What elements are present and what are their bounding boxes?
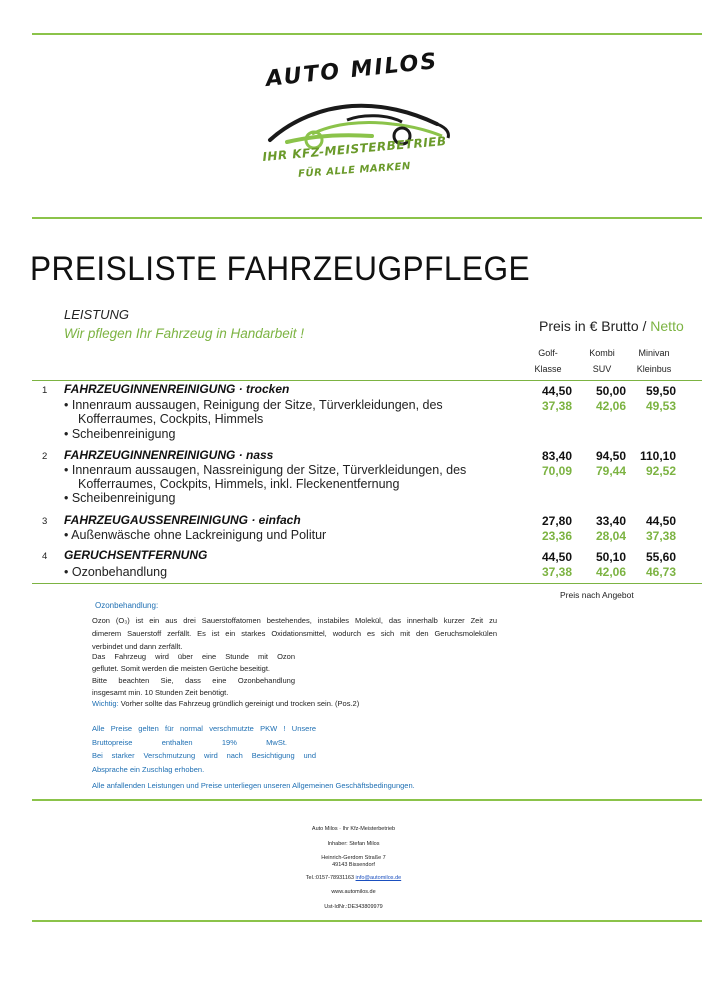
price-note-line: Bei starker Verschmutzung wird nach Besichtigung und xyxy=(92,751,316,760)
ozon-text-line: Bitte beachten Sie, dass eine Ozonbehandlung xyxy=(92,676,295,685)
column-header-golf: Golf- Klasse xyxy=(534,348,562,374)
price-netto: 42,06 xyxy=(595,399,626,413)
price-brutto: 50,00 xyxy=(595,384,626,398)
ozon-text-line: verbindet und dann zerfällt. xyxy=(92,642,183,651)
price-netto: 42,06 xyxy=(595,565,626,579)
footer-web[interactable]: www.automilos.de xyxy=(331,889,376,895)
service-item: • Scheibenreinigung xyxy=(64,491,176,505)
price-header-netto: Netto xyxy=(650,318,684,334)
footer-owner: Inhaber: Stefan Milos xyxy=(327,841,380,847)
notes-bottom-rule xyxy=(32,799,702,801)
ozon-text-line: Ozon (O₃) ist ein aus drei Sauerstoffatomen bestehendes, instabiles Molekül, das innerhalb kurzer Zeit zu xyxy=(92,616,497,625)
price-header-brutto: Preis in € Brutto / xyxy=(539,318,651,334)
table-top-rule xyxy=(32,380,702,381)
logo-title: AUTO MILOS xyxy=(264,49,440,92)
service-title: GERUCHSENTFERNUNG xyxy=(64,548,208,562)
ozon-text-line: insgesamt min. 10 Stunden Zeit benötigt. xyxy=(92,688,229,697)
service-item: Kofferraumes, Cockpits, Himmels xyxy=(78,412,264,426)
price-netto: 37,38 xyxy=(645,529,676,543)
page-title: PREISLISTE FAHRZEUGPFLEGE xyxy=(30,250,531,288)
footer-tel: Tel.:0157-78931163 xyxy=(305,875,356,881)
company-logo xyxy=(252,50,457,195)
leistung-label: LEISTUNG xyxy=(64,307,130,322)
price-netto: 37,38 xyxy=(541,565,572,579)
table-bottom-rule xyxy=(32,583,702,584)
price-netto: 28,04 xyxy=(595,529,626,543)
price-brutto: 83,40 xyxy=(541,449,572,463)
price-brutto: 44,50 xyxy=(645,514,676,528)
column-header-minivan: Minivan Kleinbus xyxy=(636,348,672,374)
top-rule xyxy=(32,33,702,35)
service-title: FAHRZEUGINNENREINIGUNG · nass xyxy=(64,448,274,462)
service-item: • Ozonbehandlung xyxy=(64,565,168,579)
service-item: • Innenraum aussaugen, Reinigung der Sitze, Türverkleidungen, des xyxy=(64,398,443,412)
price-note-line: Alle Preise gelten für normal verschmutzte PKW ! Unsere xyxy=(92,724,316,733)
ozon-text-line: dimerem Sauerstoff zerfällt. Es ist ein starkes Oxidationsmittel, wodurch es sich mit den Geruchsmolekülen xyxy=(92,629,497,638)
ozon-text-line: Das Fahrzeug wird über eine Stunde mit Ozon xyxy=(92,652,295,661)
footer-ust: Ust-IdNr.:DE343809979 xyxy=(324,904,383,910)
agb-note: Alle anfallenden Leistungen und Preise unterliegen unseren Allgemeinen Geschäftsbedingungen. xyxy=(92,781,415,790)
tagline: Wir pflegen Ihr Fahrzeug in Handarbeit ! xyxy=(64,326,305,341)
ozon-heading: Ozonbehandlung: xyxy=(95,601,159,610)
price-netto: 49,53 xyxy=(645,399,676,413)
service-number: 4 xyxy=(42,551,48,562)
wichtig-label: Wichtig: xyxy=(92,699,119,708)
footer-city: 49143 Bissendorf xyxy=(332,862,375,868)
service-number: 2 xyxy=(42,451,48,462)
ozon-text-line: geflutet. Somit werden die meisten Gerüche beseitigt. xyxy=(92,664,271,673)
service-item: Kofferraumes, Cockpits, Himmels, inkl. Fleckenentfernung xyxy=(78,477,400,491)
price-netto: 23,36 xyxy=(541,529,572,543)
price-header xyxy=(539,318,684,334)
price-brutto: 55,60 xyxy=(645,550,676,564)
service-item: • Scheibenreinigung xyxy=(64,427,176,441)
footer-contact xyxy=(0,875,707,881)
price-netto: 46,73 xyxy=(645,565,676,579)
price-netto: 37,38 xyxy=(541,399,572,413)
service-number: 3 xyxy=(42,516,48,527)
footer-bottom-rule xyxy=(32,920,702,922)
price-brutto: 44,50 xyxy=(541,384,572,398)
wichtig-note xyxy=(92,699,359,708)
price-netto: 79,44 xyxy=(595,464,626,478)
price-brutto: 27,80 xyxy=(541,514,572,528)
wichtig-text: Vorher sollte das Fahrzeug gründlich gereinigt und trocken sein. (Pos.2) xyxy=(118,699,360,708)
price-netto: 70,09 xyxy=(541,464,572,478)
service-item: • Innenraum aussaugen, Nassreinigung der Sitze, Türverkleidungen, des xyxy=(64,463,467,477)
service-title: FAHRZEUGAUSSENREINIGUNG · einfach xyxy=(64,513,301,527)
service-item: • Außenwäsche ohne Lackreinigung und Politur xyxy=(64,528,327,542)
service-number: 1 xyxy=(42,385,48,396)
header-rule xyxy=(32,217,702,219)
price-note-line: Bruttopreise enthalten 19% MwSt. xyxy=(92,738,287,747)
footer-email-link[interactable]: info@automilos.de xyxy=(355,875,402,881)
logo-subtitle: IHR KFZ-MEISTERBETRIEB xyxy=(261,133,448,165)
price-brutto: 110,10 xyxy=(639,449,676,463)
price-brutto: 94,50 xyxy=(595,449,626,463)
price-on-request: Preis nach Angebot xyxy=(560,590,634,600)
service-title: FAHRZEUGINNENREINIGUNG · trocken xyxy=(64,382,290,396)
footer-street: Heinrich-Gerdom Straße 7 xyxy=(321,855,386,861)
column-header-kombi: Kombi SUV xyxy=(589,348,615,374)
price-brutto: 50,10 xyxy=(595,550,626,564)
price-brutto: 44,50 xyxy=(541,550,572,564)
logo-subtitle-2: FÜR ALLE MARKEN xyxy=(297,161,412,180)
price-note-line: Absprache ein Zuschlag erhoben. xyxy=(92,765,205,774)
price-brutto: 59,50 xyxy=(645,384,676,398)
price-brutto: 33,40 xyxy=(595,514,626,528)
price-netto: 92,52 xyxy=(645,464,676,478)
footer-company: Auto Milos · Ihr Kfz-Meisterbetrieb xyxy=(311,826,396,832)
